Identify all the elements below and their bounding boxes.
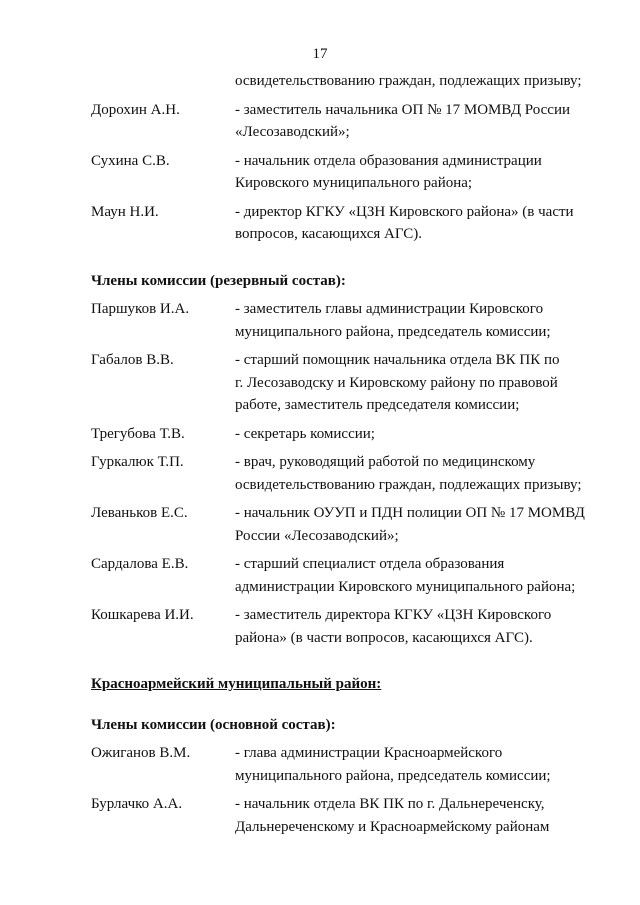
member-role-line: - заместитель начальника ОП № 17 МОМВД России xyxy=(235,101,571,118)
member-name: Дорохин А.Н. xyxy=(91,101,180,118)
member-role xyxy=(235,99,599,144)
member-role xyxy=(235,423,599,446)
member-role xyxy=(235,742,599,787)
member-role-line: г. Лесозаводску и Кировскому району по правовой xyxy=(235,374,558,391)
member-role-line: администрации Кировского муниципального района; xyxy=(235,578,576,595)
member-entry xyxy=(91,349,599,417)
member-role-line: - начальник отдела ВК ПК по г. Дальнереченску, xyxy=(235,796,545,812)
member-name: Габалов В.В. xyxy=(91,352,174,368)
member-role xyxy=(235,150,599,195)
member-role-line: освидетельствованию граждан, подлежащих призыву; xyxy=(235,476,582,493)
member-role-line: России «Лесозаводский»; xyxy=(235,527,399,544)
member-name: Ожиганов В.М. xyxy=(91,745,191,761)
member-role-line: - директор КГКУ «ЦЗН Кировского района» (в части xyxy=(235,203,574,220)
member-entry xyxy=(91,451,599,496)
member-entry xyxy=(91,99,599,144)
member-entry xyxy=(91,150,599,195)
member-role-line: - врач, руководящий работой по медицинскому xyxy=(235,454,536,470)
member-role-line: - заместитель директора КГКУ «ЦЗН Кировского xyxy=(235,607,552,623)
member-role-line: «Лесозаводский»; xyxy=(235,124,350,140)
continuation-line: освидетельствованию граждан, подлежащих призыву; xyxy=(235,73,582,89)
member-name: Гуркалюк Т.П. xyxy=(91,454,184,470)
member-role-line: муниципального района, председатель комиссии; xyxy=(235,767,551,784)
member-entry xyxy=(91,553,599,598)
member-role xyxy=(235,298,599,343)
member-role-line: вопросов, касающихся АГС). xyxy=(235,226,423,242)
heading-main-composition: Члены комиссии (основной состав): xyxy=(91,716,336,733)
heading-district: Красноармейский муниципальный район: xyxy=(91,676,382,692)
member-role xyxy=(235,502,599,547)
member-role-line: района» (в части вопросов, касающихся АГС). xyxy=(235,629,533,646)
member-name: Маун Н.И. xyxy=(91,203,159,220)
member-entry xyxy=(91,423,599,446)
member-role-line: работе, заместитель председателя комиссии; xyxy=(235,397,520,413)
member-role-line: - глава администрации Красноармейского xyxy=(235,745,503,761)
members-list-3 xyxy=(91,742,599,838)
member-role-line: - начальник отдела образования администрации xyxy=(235,152,542,169)
member-entry xyxy=(91,298,599,343)
member-name: Трегубова Т.В. xyxy=(91,425,185,442)
member-role-line: Дальнереченскому и Красноармейскому районам xyxy=(235,818,550,835)
member-role xyxy=(235,201,599,246)
member-name: Леваньков Е.С. xyxy=(91,505,188,521)
member-name: Кошкарева И.И. xyxy=(91,607,194,623)
member-role-line: - начальник ОУУП и ПДН полиции ОП № 17 МОМВД xyxy=(235,505,585,521)
member-role-line: Кировского муниципального района; xyxy=(235,175,473,191)
members-list-1 xyxy=(91,99,599,246)
member-name: Сухина С.В. xyxy=(91,152,170,169)
member-role xyxy=(235,553,599,598)
member-role-line: - заместитель главы администрации Кировского xyxy=(235,301,544,317)
page-number: 17 xyxy=(312,46,328,62)
member-entry xyxy=(91,793,599,838)
member-role-line: - старший специалист отдела образования xyxy=(235,556,505,572)
member-entry xyxy=(91,604,599,649)
member-entry xyxy=(91,742,599,787)
member-role xyxy=(235,604,599,649)
member-entry xyxy=(91,502,599,547)
member-role-line: - старший помощник начальника отдела ВК ПК по xyxy=(235,352,560,368)
member-role xyxy=(235,349,599,417)
member-name: Сардалова Е.В. xyxy=(91,556,189,572)
member-role xyxy=(235,451,599,496)
member-role xyxy=(235,793,599,838)
document-body xyxy=(91,70,599,838)
members-list-2 xyxy=(91,298,599,649)
member-name: Бурлачко А.А. xyxy=(91,796,183,812)
member-role-line: - секретарь комиссии; xyxy=(235,425,375,442)
heading-reserve-composition: Члены комиссии (резервный состав): xyxy=(91,272,346,289)
member-name: Паршуков И.А. xyxy=(91,301,190,317)
member-entry xyxy=(91,201,599,246)
member-role-line: муниципального района, председатель комиссии; xyxy=(235,323,551,340)
